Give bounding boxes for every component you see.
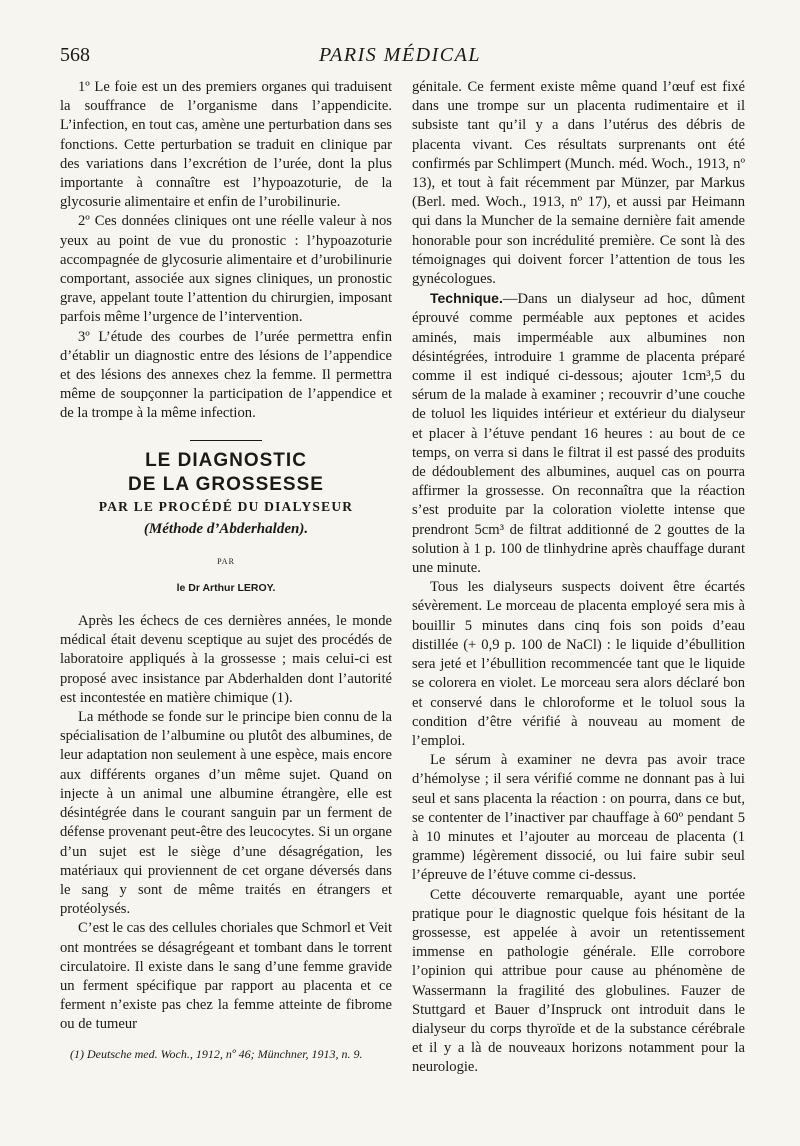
article-subtitle: PAR LE PROCÉDÉ DU DIALYSEUR bbox=[98, 498, 354, 514]
paragraph-serum: Le sérum à examiner ne devra pas avoir trace d’hémolyse ; il sera vérifié comme ne donnant pas à lui seul et sans placenta la réaction : on pourra, dans ce but, se contenter de l’inactiver par chauffage à 60º pendant 5 à 10 minutes et l’ajouter au morceau de placenta (1 gramme) légèrement dissocié, ou lui faire subir seul l’épreuve de l’étuve comme ci-dessus. bbox=[412, 752, 745, 884]
paragraph-conclusion-2: 2º Ces données cliniques ont une réelle valeur à nos yeux au point de vue du pronostic : l’hypoazoturie accompagnée de glycosurie alimentaire et d’urobilinurie comportant, associée aux signes cliniques, un pronostic grave, appelant toute l’attention du chirurgien, imposant parfois même l’urgence de l’intervention. bbox=[60, 213, 392, 326]
byline-par: PAR bbox=[217, 556, 235, 566]
article-author: le Dr Arthur LEROY. bbox=[176, 581, 276, 594]
left-column bbox=[60, 78, 392, 1064]
divider bbox=[190, 440, 262, 441]
article-method: (Méthode d’Abderhalden). bbox=[143, 520, 309, 537]
technique-label: Technique. bbox=[430, 290, 503, 307]
paragraph-method: La méthode se fonde sur le principe bien connu de la spécialisation de l’albumine ou plutôt des albumines, de leur adaptation non seulement à une espèce, mais encore aux différents organes d’un même sujet. Quand on injecte à un animal une albumine étrangère, elle est désintégrée dans le courant sanguin par un ferment de défense provenant peut-être des leucocytes. Si un organe d’un sujet est le siège d’une désagrégation, les matériaux qui proviennent de cet organe déversés dans le sang y sont de même traités en étrangers et protéolysés. bbox=[60, 709, 392, 918]
running-title: PARIS MÉDICAL bbox=[319, 44, 481, 66]
article-heading bbox=[60, 440, 392, 598]
article-title-line-2: DE LA GROSSESSE bbox=[128, 473, 324, 495]
footnote: (1) Deutsche med. Woch., 1912, nº 46; Münchner, 1913, n. 9. bbox=[70, 1046, 363, 1061]
paragraph-conclusion-1: 1º Le foie est un des premiers organes qui traduisent la souffrance de l’organisme dans l’appendicite. L’infection, en tout cas, amène une perturbation dans ses fonctions. Cette perturbation se traduit en clinique par des variations dans l’excrétion de l’urée, dont la plus importante à connaître est l’hypoazoturie, de la glycosurie alimentaire et enfin de l’urobilinurie. bbox=[60, 79, 392, 211]
paragraph-choriales: C’est le cas des cellules choriales que Schmorl et Veit ont montrées se désagrégeant et tombant dans le torrent circulatoire. Il existe dans le sang d’une femme gravide un ferment spécifique par rapport au placenta et ce ferment n’existe pas chez la femme atteinte de fibrome ou de tumeur bbox=[60, 920, 392, 1033]
paragraph-technique bbox=[412, 289, 745, 578]
page-header bbox=[60, 44, 740, 74]
technique-text: —Dans un dialyseur ad hoc, dûment éprouvé comme perméable aux peptones et acides aminés, mais imperméable aux albumines non désintégrées, introduire 1 gramme de placenta préparé comme il est indiqué ci-dessous; ajouter 1cm³,5 du sérum de la malade à examiner ; recouvrir d’une couche de toluol les liquides intérieur et extérieur du dialyseur et placer à l’étuve pendant 16 heures : au bout de ce temps, on verra si dans le filtrat il est passé des produits de dédoublement des albumines, auquel cas on pourra affirmer la grossesse. On reconnaîtra que la réaction s’est produite par la coloration violette intense que prendront 5cm³ de filtrat additionné de 2 gouttes de la solution à 1 p. 100 de tlinhydrine après chauffage durant une minute. bbox=[412, 291, 745, 577]
paragraph-intro: Après les échecs de ces dernières années, le monde médical était devenu sceptique au sujet des procédés de laboratoire appliqués à la grossesse ; mais celui-ci est proposé avec insistance par Abderhalden dont l’autorité est incontestée en matière chimique (1). bbox=[60, 613, 392, 706]
paragraph-conclusion-3: 3º L’étude des courbes de l’urée permettra enfin d’établir un diagnostic entre des lésions de l’appendice et des lésions des annexes chez la femme. Il permettra même de soupçonner la participation de l’appendice et de la trompe à la même infection. bbox=[60, 328, 392, 422]
paragraph-decouverte: Cette découverte remarquable, ayant une portée pratique pour le diagnostic quelque fois hésitant de la grossesse, est appelée à avoir un retentissement immense en pathologie générale. Elle corrobore l’opinion qui attribue pour cause au phénomène de Wassermann la fragilité des globulines. Fauzer de Stuttgard et Bauer d’Inspruck ont introduit dans le dialyseur du corps thyroïde et de la substance cérébrale et il y a là de nouveaux horizons notamment pour la neurologie. bbox=[412, 886, 745, 1076]
article-title-line-1: LE DIAGNOSTIC bbox=[145, 449, 307, 471]
paragraph-continuation: génitale. Ce ferment existe même quand l’œuf est fixé dans une trompe sur un placenta rudimentaire et il subsiste tant qu’il y a dans l’utérus des débris de placenta vivant. Ces résultats surprenants ont été confirmés par Schlimpert (Munch. méd. Woch., 1913, nº 13), et tout à fait récemment par Münzer, par Markus (Berl. med. Woch., 1913, nº 17), et aussi par Heimann qui dans la Muncher de la semaine dernière fait amende honorable pour son incrédulité première. Ce sont là des témoignages qui doivent forcer l’attention de tous les gynécologues. bbox=[412, 79, 745, 288]
right-column bbox=[412, 78, 745, 1078]
page-number: 568 bbox=[60, 44, 90, 66]
paragraph-dialyseurs: Tous les dialyseurs suspects doivent être écartés sévèrement. Le morceau de placenta employé sera mis à bouillir 5 minutes dans cinq fois son poids d’eau distillée (+ 0,9 p. 100 de NaCl) : le liquide d’ébullition sera jeté et l’ébullition recommencée tant que le liquide se colorera en violet. Le morceau sera alors déclaré bon et conservé dans le chloroforme et le toluol sous la condition d’être vérifié à nouveau au moment de l’emploi. bbox=[412, 579, 745, 749]
